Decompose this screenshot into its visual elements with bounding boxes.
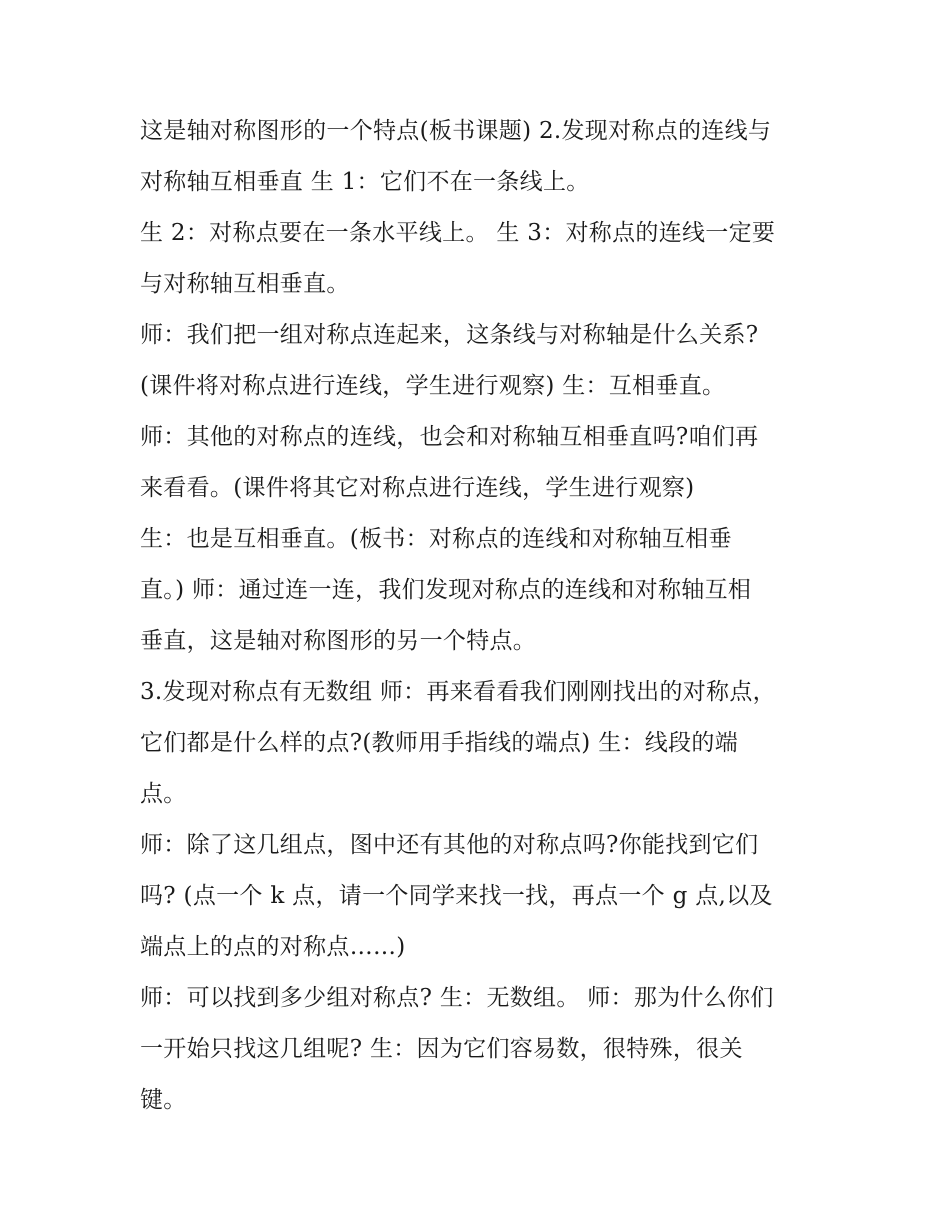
text-line: 与对称轴互相垂直。 [140,271,350,297]
body-text [140,106,820,1126]
text-line: 直。) 师：通过连一连，我们发现对称点的连线和对称轴互相 [140,577,752,603]
text-line: 一开始只找这几组呢? 生：因为它们容易数，很特殊，很关 [140,1036,743,1062]
text-line: 它们都是什么样的点?(教师用手指线的端点) 生：线段的端 [140,730,738,756]
text-line: 师：可以找到多少组对称点? 生：无数组。 师：那为什么你们 [140,985,774,1011]
text-line: 师：除了这几组点，图中还有其他的对称点吗?你能找到它们 [140,832,759,858]
text-line: 生 2：对称点要在一条水平线上。 生 3：对称点的连线一定要 [140,220,776,246]
text-line: 3.发现对称点有无数组 师：再来看看我们刚刚找出的对称点， [140,679,776,705]
text-line: 吗? (点一个 k 点，请一个同学来找一找，再点一个 g 点,以及 [140,883,773,909]
text-line: 端点上的点的对称点……) [140,934,406,960]
text-line: 键。 [140,1087,187,1113]
text-line: 对称轴互相垂直 生 1：它们不在一条线上。 [140,169,590,195]
text-line: 师：其他的对称点的连线，也会和对称轴互相垂直吗?咱们再 [140,424,759,450]
text-line: (课件将对称点进行连线，学生进行观察) 生：互相垂直。 [140,373,726,399]
text-line: 这是轴对称图形的一个特点(板书课题) 2.发现对称点的连线与 [140,118,772,144]
text-line: 师：我们把一组对称点连起来，这条线与对称轴是什么关系? [140,322,759,348]
text-line: 来看看。(课件将其它对称点进行连线，学生进行观察) [140,475,695,501]
text-line: 生：也是互相垂直。(板书：对称点的连线和对称轴互相垂 [140,526,732,552]
text-line: 垂直，这是轴对称图形的另一个特点。 [140,628,537,654]
text-line: 点。 [140,781,187,807]
